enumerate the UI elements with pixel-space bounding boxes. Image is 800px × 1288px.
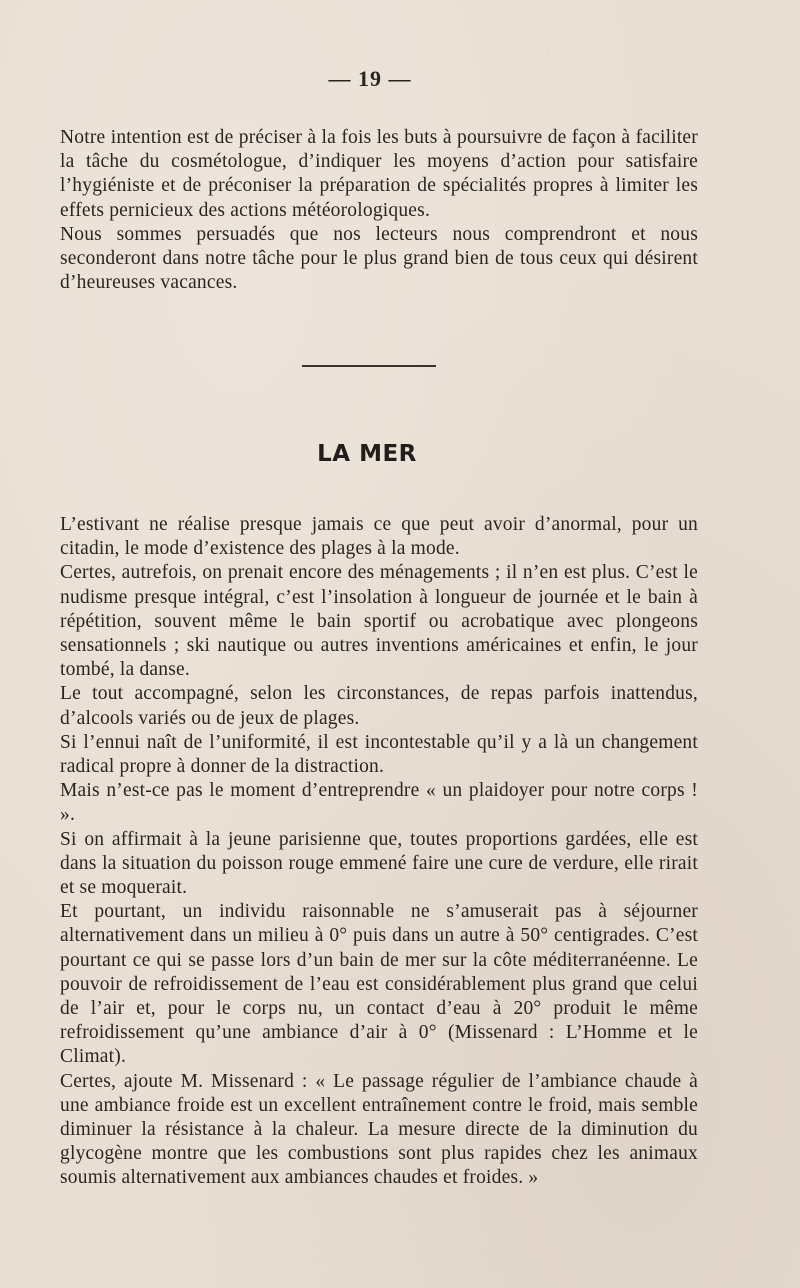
paragraph: Certes, ajoute M. Missenard : « Le passage régulier de l’ambiance chaude à une ambiance froide est un excellent entraînement contre le froid, mais semble diminuer la résistance à la chaleur. La mesure directe de la diminution du glycogène montre que les combustions sont plus rapides chez les animaux soumis alternativement aux ambiances chaudes et froides. » (60, 1070, 698, 1189)
paragraph: Si on affirmait à la jeune parisienne que, toutes proportions gardées, elle est dans la situation du poisson rouge emmené faire une cure de verdure, elle rirait et se moquerait. (60, 828, 698, 899)
paragraph: L’estivant ne réalise presque jamais ce que peut avoir d’anormal, pour un citadin, le mode d’existence des plages à la mode. (60, 514, 698, 560)
section-title: LA MER (317, 441, 417, 467)
paragraph: Et pourtant, un individu raisonnable ne s’amuserait pas à séjourner alternativement dans un milieu à 0° puis dans un autre à 50° centigrades. C’est pourtant ce qui se passe lors d’un bain de mer sur la côte méditerranéenne. Le pouvoir de refroidissement de l’eau est considérablement plus grand que celui de l’air et, pour le corps nu, un contact d’eau à 20° produit le même refroidissement qu’une ambiance d’air à 0° (Missenard : L’Homme et le Climat). (60, 901, 698, 1068)
paragraph: Nous sommes persuadés que nos lecteurs nous comprendront et nous seconderont dans notre tâche pour le plus grand bien de tous ceux qui désirent d’heureuses vacances. (60, 223, 698, 294)
paragraph: Notre intention est de préciser à la fois les buts à poursuivre de façon à faciliter la tâche du cosmétologue, d’indiquer les moyens d’action pour satisfaire l’hygiéniste et de préconiser la préparation de spécialités propres à limiter les effets pernicieux des actions météorologiques. (60, 127, 698, 221)
section-divider (302, 365, 436, 367)
paragraph: Le tout accompagné, selon les circonstances, de repas parfois inattendus, d’alcools variés ou de jeux de plages. (60, 683, 698, 729)
paragraph: Mais n’est-ce pas le moment d’entreprendre « un plaidoyer pour notre corps ! ». (60, 780, 698, 826)
intro-text (60, 126, 698, 295)
paragraph: Si l’ennui naît de l’uniformité, il est incontestable qu’il y a là un changement radical propre à donner de la distraction. (60, 731, 698, 778)
article-body (60, 513, 698, 1191)
page-number: — 19 — (328, 66, 412, 91)
paragraph: Certes, autrefois, on prenait encore des ménagements ; il n’en est plus. C’est le nudisme presque intégral, c’est l’insolation à longueur de journée et le bain à répétition, souvent même le bain sportif ou acrobatique avec plongeons sensationnels ; ski nautique ou autres inventions américaines et enfin, le jour tombé, la danse. (60, 562, 698, 681)
